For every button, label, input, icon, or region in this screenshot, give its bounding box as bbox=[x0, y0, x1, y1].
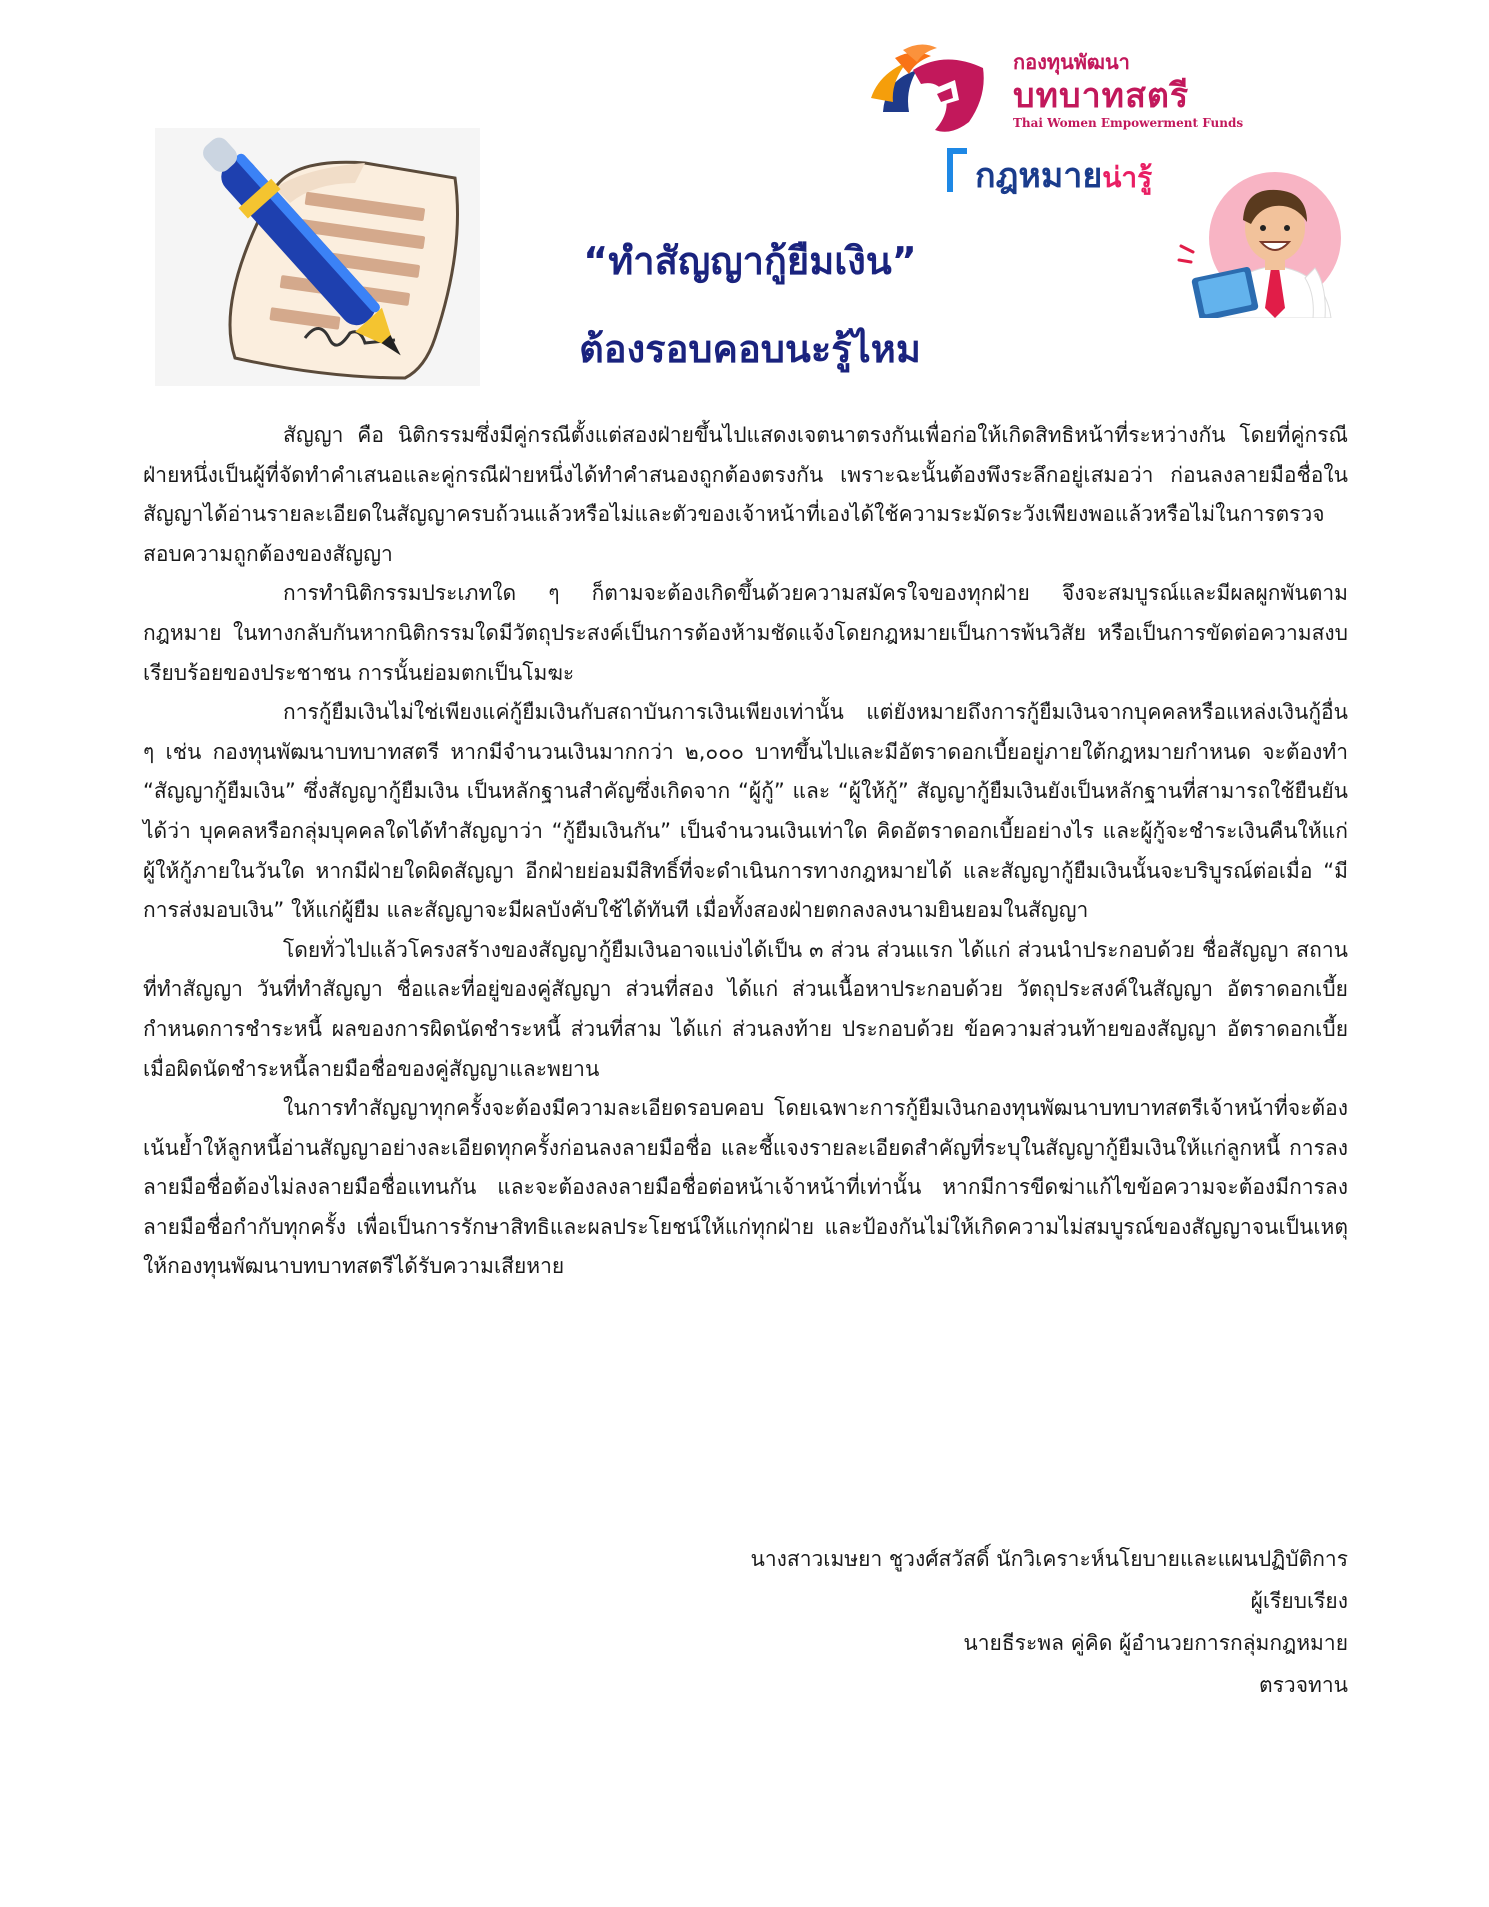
body-paragraph: การกู้ยืมเงินไม่ใช่เพียงแค่กู้ยืมเงินกับสถาบันการเงินเพียงเท่านั้น แต่ยังหมายถึงการกู้ยืมเงินจากบุคคลหรือแหล่งเงินกู้อื่น ๆ เช่น กองทุนพัฒนาบทบาทสตรี หากมีจำนวนเงินมากกว่า ๒,๐๐๐ บาทขึ้นไปและมีอัตราดอกเบี้ยอยู่ภายใต้กฎหมายกำหนด จะต้องทำ “สัญญากู้ยืมเงิน” ซึ่งสัญญากู้ยืมเงิน เป็นหลักฐานสำคัญซึ่งเกิดจาก “ผู้กู้” และ “ผู้ให้กู้” สัญญากู้ยืมเงินยังเป็นหลักฐานที่สามารถใช้ยืนยันได้ว่า บุคคลหรือกลุ่มบุคคลใดได้ทำสัญญาว่า “กู้ยืมเงินกัน” เป็นจำนวนเงินเท่าใด คิดอัตราดอกเบี้ยอย่างไร และผู้กู้จะชำระเงินคืนให้แก่ผู้ให้กู้ภายในวันใด หากมีฝ่ายใดผิดสัญญา อีกฝ่ายย่อมมีสิทธิ์ที่จะดำเนินการทางกฎหมายได้ และสัญญากู้ยืมเงินนั้นจะบริบูรณ์ต่อเมื่อ “มีการส่งมอบเงิน” ให้แก่ผู้ยืม และสัญญาจะมีผลบังคับใช้ได้ทันที เมื่อทั้งสองฝ่ายตกลงลงนามยินยอมในสัญญา bbox=[143, 700, 1348, 923]
author-line: นางสาวเมษยา ชูวงศ์สวัสดิ์ นักวิเคราะห์นโยบายและแผนปฏิบัติการ bbox=[750, 1547, 1348, 1571]
article-body bbox=[143, 416, 1348, 1287]
bracket-decoration bbox=[947, 148, 967, 192]
body-paragraph: การทำนิติกรรมประเภทใด ๆ ก็ตามจะต้องเกิดขึ้นด้วยความสมัครใจของทุกฝ่าย จึงจะสมบูรณ์และมีผลผูกพันตามกฎหมาย ในทางกลับกันหากนิติกรรมใดมีวัตถุประสงค์เป็นการต้องห้ามชัดแจ้งโดยกฎหมายเป็นการพ้นวิสัย หรือเป็นการขัดต่อความสงบเรียบร้อยของประชาชน การนั้นย่อมตกเป็นโมฆะ bbox=[143, 581, 1348, 685]
businessman-illustration bbox=[1175, 168, 1350, 318]
fund-logo bbox=[865, 40, 1335, 140]
badge-label bbox=[975, 148, 1152, 202]
logo-text-english: Thai Women Empowerment Funds bbox=[1013, 116, 1244, 130]
reviewer-line: นายธีระพล คู่คิด ผู้อำนวยการกลุ่มกฎหมาย bbox=[963, 1631, 1348, 1655]
contract-pen-illustration bbox=[155, 128, 480, 386]
body-paragraph: สัญญา คือ นิติกรรมซึ่งมีคู่กรณีตั้งแต่สองฝ่ายขึ้นไปแสดงเจตนาตรงกันเพื่อก่อให้เกิดสิทธิหน้าที่ระหว่างกัน โดยที่คู่กรณีฝ่ายหนึ่งเป็นผู้ที่จัดทำคำเสนอและคู่กรณีฝ่ายหนึ่งได้ทำคำสนองถูกต้องตรงกัน เพราะฉะนั้นต้องพึงระลึกอยู่เสมอว่า ก่อนลงลายมือชื่อในสัญญาได้อ่านรายละเอียดในสัญญาครบถ้วนแล้วหรือไม่และตัวของเจ้าหน้าที่เองได้ใช้ความระมัดระวังเพียงพอแล้วหรือไม่ในการตรวจสอบความถูกต้องของสัญญา bbox=[143, 423, 1348, 566]
page-title-line1: “ทำสัญญากู้ยืมเงิน” bbox=[583, 239, 917, 283]
logo-text-top: กองทุนพัฒนา bbox=[1013, 50, 1130, 74]
body-paragraph: โดยทั่วไปแล้วโครงสร้างของสัญญากู้ยืมเงินอาจแบ่งได้เป็น ๓ ส่วน ส่วนแรก ได้แก่ ส่วนนำประกอบด้วย ชื่อสัญญา สถานที่ทำสัญญา วันที่ทำสัญญา ชื่อและที่อยู่ของคู่สัญญา ส่วนที่สอง ได้แก่ ส่วนเนื้อหาประกอบด้วย วัตถุประสงค์ในสัญญา อัตราดอกเบี้ย กำหนดการชำระหนี้ ผลของการผิดนัดชำระหนี้ ส่วนที่สาม ได้แก่ ส่วนลงท้าย ประกอบด้วย ข้อความส่วนท้ายของสัญญา อัตราดอกเบี้ยเมื่อผิดนัดชำระหนี้ลายมือชื่อของคู่สัญญาและพยาน bbox=[143, 937, 1348, 1081]
reviewer-role: ตรวจทาน bbox=[1258, 1673, 1348, 1697]
body-paragraph: ในการทำสัญญาทุกครั้งจะต้องมีความละเอียดรอบคอบ โดยเฉพาะการกู้ยืมเงินกองทุนพัฒนาบทบาทสตรีเจ้าหน้าที่จะต้องเน้นย้ำให้ลูกหนี้อ่านสัญญาอย่างละเอียดทุกครั้งก่อนลงลายมือชื่อ และชี้แจงรายละเอียดสำคัญที่ระบุในสัญญากู้ยืมเงินให้แก่ลูกหนี้ การลงลายมือชื่อต้องไม่ลงลายมือชื่อแทนกัน และจะต้องลงลายมือชื่อต่อหน้าเจ้าหน้าที่เท่านั้น หากมีการขีดฆ่าแก้ไขข้อความจะต้องมีการลงลายมือชื่อกำกับทุกครั้ง เพื่อเป็นการรักษาสิทธิและผลประโยชน์ให้แก่ทุกฝ่าย และป้องกันไม่ให้เกิดความไม่สมบูรณ์ของสัญญาจนเป็นเหตุให้กองทุนพัฒนาบทบาทสตรีได้รับความเสียหาย bbox=[143, 1096, 1348, 1279]
badge-accent: น่ารู้ bbox=[1102, 161, 1153, 194]
fund-emblem-icon bbox=[865, 40, 995, 140]
page-title-line2: ต้องรอบคอบนะรู้ไหม bbox=[579, 327, 921, 371]
author-role: ผู้เรียบเรียง bbox=[1250, 1589, 1348, 1613]
badge-main: กฎหมาย bbox=[975, 156, 1103, 196]
logo-text-main: บทบาทสตรี bbox=[1013, 76, 1190, 116]
